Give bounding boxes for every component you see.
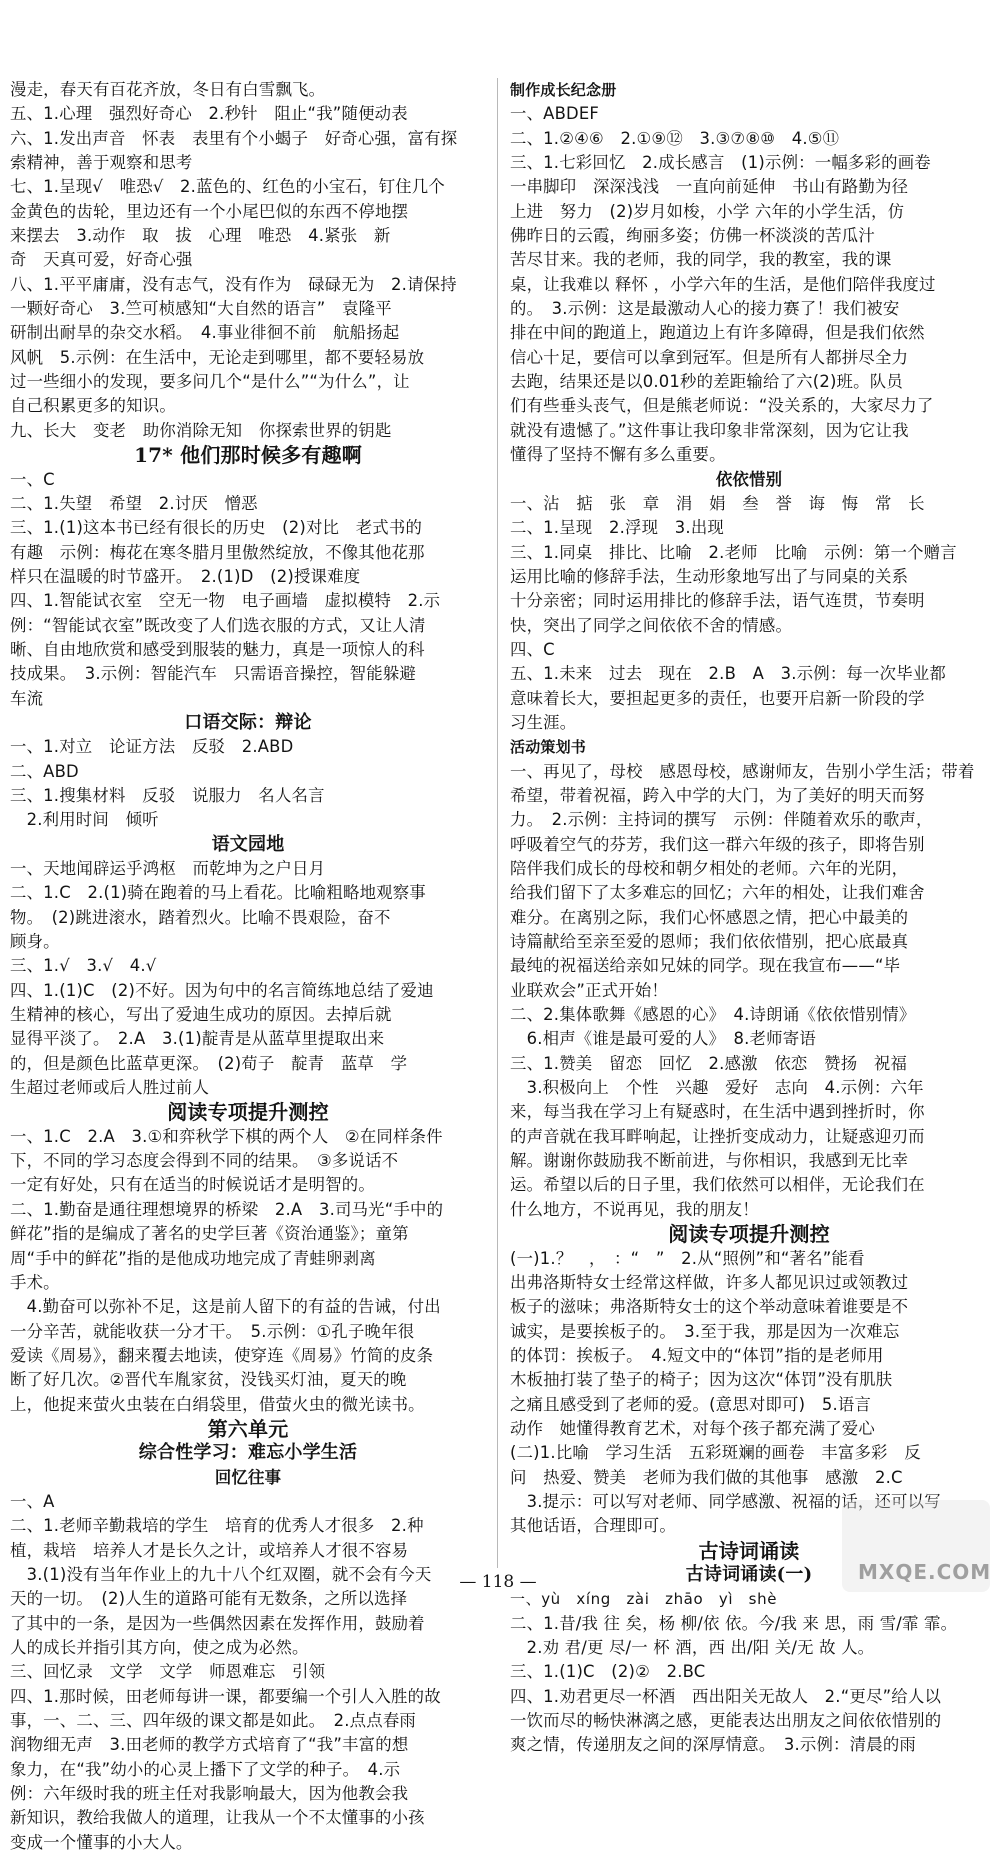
- answer-line: 一、A: [10, 1491, 55, 1511]
- answer-line: 过一些细小的发现，要多问几个“是什么”“为什么”，让: [10, 372, 410, 392]
- answer-line: 顾身。: [10, 932, 60, 952]
- answer-line: 给我们留下了太多难忘的回忆；六年的相处，让我们难舍: [510, 883, 925, 903]
- section-heading: 第六单元: [207, 1416, 289, 1441]
- answer-line: 上进 努力 (2)岁月如梭，小学 六年的小学生活，仿: [510, 201, 905, 221]
- section-heading: 古诗词诵读: [698, 1538, 800, 1563]
- answer-line: 排在中间的跑道上，跑道边上有许多障碍，但是我们依然: [510, 323, 925, 343]
- answer-line: 的。 3.示例：这是最激动人心的接力赛了！我们被安: [510, 299, 900, 319]
- answer-line: 力。 2.示例：主持词的撰写 示例：伴随着欢乐的歌声，: [510, 810, 933, 830]
- answer-line: 三、1.赞美 留恋 回忆 2.感激 依恋 赞扬 祝福: [510, 1053, 908, 1073]
- answer-line: 物。 (2)跳进滚水，踏着烈火。比喻不畏艰险，奋不: [10, 907, 391, 927]
- answer-line: 意味着长大，要担起更多的责任，也要开启新一阶段的学: [510, 688, 925, 708]
- answer-line: 二、1.呈现 2.浮现 3.出现: [510, 518, 725, 538]
- answer-line: 爽之情，传递朋友之间的深厚情意。 3.示例：清晨的雨: [510, 1735, 917, 1755]
- answer-line: 漫走，春天有百花齐放，冬日有白雪飘飞。: [10, 80, 326, 99]
- answer-line: 三、1.同桌 排比、比喻 2.老师 比喻 示例：第一个赠言: [510, 542, 957, 562]
- answer-line: 一、1.C 2.A 3.①和弈秋学下棋的两个人 ②在同样条件: [10, 1126, 443, 1146]
- answer-line: 四、1.智能试衣室 空无一物 电子画墙 虚拟模特 2.示: [10, 591, 441, 611]
- answer-line: 3.(1)没有当年作业上的九十八个红双圈，就不会有今天: [10, 1564, 432, 1584]
- section-heading: 综合性学习：难忘小学生活: [138, 1442, 358, 1464]
- answer-line: (一)1.？ ， ：“ ” 2.从“照例”和“著名”能看: [510, 1248, 865, 1268]
- section-heading: 阅读专项提升测控: [167, 1100, 329, 1125]
- answer-line: 一、C: [10, 469, 55, 489]
- answer-line: 板子的滋味；弗洛斯特女士的这个举动意味着谁要是不: [510, 1297, 909, 1317]
- answer-line: 三、1.(1)C (2)② 2.BC: [510, 1662, 706, 1682]
- answer-line: 一、沾 掂 张 章 涓 娟 叁 誉 诲 悔 常 长: [510, 493, 925, 513]
- answer-line: 一饮而尽的畅快淋漓之感，更能表达出朋友之间依依惜别的: [510, 1711, 942, 1731]
- answer-line: 三、1.搜集材料 反驳 说服力 名人名言: [10, 785, 325, 805]
- section-heading: 依依惜别: [715, 469, 783, 489]
- answer-line: 晰、自由地欣赏和感受到服装的魅力，真是一项惊人的科: [10, 639, 425, 659]
- answer-line: 二、1.C 2.(1)骑在跑着的马上看花。比喻粗略地观察事: [10, 883, 426, 903]
- answer-line: 6.相声《谁是最可爱的人》 8.老师寄语: [510, 1029, 816, 1049]
- answer-line: 例：六年级时我的班主任对我影响最大，因为他教会我: [10, 1784, 409, 1804]
- answer-line: 陪伴我们成长的母校和朝夕相处的老师。六年的光阴，: [510, 859, 909, 878]
- answer-line: 业联欢会”正式开始！: [510, 980, 669, 1000]
- answer-line: 鲜花”指的是编成了著名的史学巨著《资治通鉴》；童第: [10, 1224, 409, 1244]
- page-number: — 118 —: [459, 1572, 537, 1592]
- section-heading: 阅读专项提升测控: [668, 1222, 830, 1247]
- answer-line: 解。谢谢你鼓励我不断前进，与你相识，我感到无比幸: [510, 1151, 909, 1171]
- answer-line: 一、天地闻辟运乎鸿枢 而乾坤为之户日月: [10, 859, 326, 878]
- answer-line: 问 热爱、赞美 老师为我们做的其他事 感激 2.C: [510, 1467, 903, 1487]
- answer-line: 一分辛苦，就能收获一分才干。 5.示例：①孔子晚年很: [10, 1321, 415, 1341]
- answer-line: 信心十足，要信可以拿到冠军。但是所有人都拼尽全力: [510, 347, 909, 367]
- answer-line: 周“手中的鲜花”指的是他成功地完成了青蛙卵剥离: [10, 1248, 376, 1268]
- answer-line: 二、1.老师辛勤栽培的学生 培育的优秀人才很多 2.种: [10, 1516, 424, 1536]
- answer-line: (二)1.比喻 学习生活 五彩斑斓的画卷 丰富多彩 反: [510, 1443, 921, 1463]
- answer-line: 懂得了坚持不懈有多么重要。: [510, 445, 726, 465]
- answer-line: 们有些垂头丧气，但是熊老师说：“没关系的，大家尽力了: [510, 396, 934, 416]
- answer-line: 十分亲密；同时运用排比的修辞手法，语气连贯，节奏明: [510, 591, 925, 611]
- answer-line: 研制出耐旱的杂交水稻。 4.事业徘徊不前 航船扬起: [10, 323, 400, 343]
- answer-line: 自己积累更多的知识。: [10, 396, 176, 416]
- answer-line: 四、1.那时候，田老师每讲一课，都要编一个引人入胜的故: [10, 1686, 441, 1706]
- answer-line: 三、1.(1)这本书已经有很长的历史 (2)对比 老式书的: [10, 518, 423, 538]
- answer-line: 事，一、二、三、四年级的课文都是如此。 2.点点春雨: [10, 1711, 417, 1731]
- answer-line: 一颗好奇心 3.竺可桢感知“大自然的语言” 袁隆平: [10, 299, 392, 319]
- answer-line: 七、1.呈现√ 唯恐√ 2.蓝色的、红色的小宝石，钉住几个: [10, 177, 445, 197]
- column-divider: [497, 78, 498, 1568]
- answer-line: 生精神的核心，写出了爱迪生成功的原因。去掉后就: [10, 1005, 392, 1025]
- answer-line: 润物细无声 3.田老师的教学方式培育了“我”丰富的想: [10, 1735, 409, 1755]
- section-heading: 古诗词诵读(一): [685, 1563, 813, 1585]
- answer-line: 运用比喻的修辞手法，生动形象地写出了与同桌的关系: [510, 566, 909, 586]
- answer-line: 什么地方，不说再见，我的朋友！: [510, 1199, 759, 1219]
- answer-line: 动作 她懂得教育艺术，对每个孩子都充满了爱心: [510, 1418, 875, 1438]
- answer-line: 最纯的祝福送给亲如兄妹的同学。现在我宣布——“毕: [510, 956, 901, 976]
- answer-line: 新知识，教给我做人的道理，让我从一个不太懂事的小孩: [10, 1808, 425, 1828]
- answer-line: 的声音就在我耳畔响起，让挫折变成动力，让疑惑迎刃而: [510, 1126, 925, 1146]
- answer-line: 苦尽甘来。我的老师，我的同学，我的教室，我的课: [510, 250, 892, 270]
- answer-line: 2.劝 君/更 尽/一 杯 酒，西 出/阳 关/无 故 人。: [510, 1638, 875, 1657]
- answer-line: 三、1.七彩回忆 2.成长感言 (1)示例：一幅多彩的画卷: [510, 153, 931, 173]
- answer-line: 四、C: [510, 639, 555, 659]
- section-heading: 回忆往事: [214, 1467, 282, 1487]
- answer-line: 车流: [10, 688, 44, 708]
- answer-line: 手术。: [10, 1272, 60, 1292]
- answer-line: 二、1.勤奋是通往理想境界的桥梁 2.A 3.司马光“手中的: [10, 1199, 444, 1219]
- section-heading: 活动策划书: [510, 738, 587, 757]
- answer-line: 诚实，是要挨板子的。 3.至于我，那是因为一次难忘: [510, 1321, 900, 1341]
- answer-line: 的，但是颜色比蓝草更深。 (2)荀子 靛青 蓝草 学: [10, 1053, 408, 1073]
- answer-line: 植，栽培 培养人才是长久之计，或培养人才很不容易: [10, 1540, 409, 1560]
- section-heading: 制作成长纪念册: [510, 81, 617, 99]
- answer-line: 五、1.心理 强烈好奇心 2.秒针 阻止“我”随便动表: [10, 104, 408, 124]
- answer-line: 三、回忆录 文学 文学 师恩难忘 引领: [10, 1662, 326, 1682]
- answer-line: 来摆去 3.动作 取 拔 心理 唯恐 4.紧张 新: [10, 226, 391, 246]
- answer-line: 二、2.集体歌舞《感恩的心》 4.诗朗诵《依依惜别情》: [510, 1005, 916, 1025]
- answer-line: 风帆 5.示例：在生活中，无论走到哪里，都不要轻易放: [10, 347, 425, 367]
- answer-line: 八、1.平平庸庸，没有志气，没有作为 碌碌无为 2.请保持: [10, 274, 457, 294]
- answer-line: 三、1.√ 3.√ 4.√: [10, 956, 157, 976]
- answer-line: 习生涯。: [510, 712, 577, 732]
- answer-line: 一、1.对立 论证方法 反驳 2.ABD: [10, 737, 294, 757]
- answer-line: 一、ABDEF: [510, 104, 600, 124]
- answer-line: 上，他捉来萤火虫装在白绢袋里，借萤火虫的微光读书。: [10, 1394, 425, 1414]
- answer-line: 佛昨日的云霞，绚丽多姿；仿佛一杯淡淡的苦瓜汁: [510, 226, 875, 246]
- answer-line: 运。希望以后的日子里，我们依然可以相伴，无论我们在: [510, 1175, 925, 1195]
- answer-line: 下，不同的学习态度会得到不同的结果。 ③多说话不: [10, 1151, 399, 1171]
- answer-line: 呼吸着空气的芬芳，我们这一群六年级的孩子，即将告别: [510, 834, 925, 854]
- answer-line: 技成果。 3.示例：智能汽车 只需语音操控，智能躲避: [10, 664, 417, 684]
- answer-line: 四、1.(1)C (2)不好。因为句中的名言简练地总结了爱迪: [10, 980, 434, 1000]
- answer-line: 样只在温暖的时节盛开。 2.(1)D (2)授课难度: [10, 566, 361, 586]
- answer-line: 象力，在“我”幼小的心灵上播下了文学的种子。 4.示: [10, 1759, 401, 1779]
- answer-line: 四、1.劝君更尽一杯酒 西出阳关无故人 2.“更尽”给人以: [510, 1686, 942, 1706]
- answer-line: 就没有遗憾了。”这件事让我印象非常深刻，因为它让我: [510, 420, 909, 440]
- answer-line: 的体罚：挨板子。 4.短文中的“体罚”指的是老师用: [510, 1345, 884, 1365]
- answer-line: 来，每当我在学习上有疑惑时，在生活中遇到挫折时，你: [510, 1102, 925, 1122]
- answer-line: 诗篇献给至亲至爱的恩师；我们依依惜别，把心底最真: [510, 932, 909, 952]
- answer-line: 二、1.②④⑥ 2.①⑨⑫ 3.③⑦⑧⑩ 4.⑤⑪: [510, 128, 840, 148]
- answer-line: 木板抽打装了垫子的椅子；因为这次“体罚”没有肌肤: [510, 1370, 893, 1390]
- answer-line: 变成一个懂事的小大人。: [10, 1832, 193, 1852]
- watermark-text: MXQE.COM: [858, 1560, 992, 1584]
- section-heading: 17* 他们那时候多有趣啊: [134, 443, 362, 468]
- answer-line: 一定有好处，只有在适当的时候说话才是明智的。: [10, 1175, 375, 1195]
- answer-line: 出弗洛斯特女士经常这样做，许多人都见识过或领教过: [510, 1272, 909, 1292]
- answer-line: 之痛且感受到了老师的爱。(意思对即可) 5.语言: [510, 1394, 872, 1414]
- answer-line: 生超过老师或后人胜过前人: [10, 1078, 210, 1098]
- answer-line: 断了好几次。②晋代车胤家贫，没钱买灯油，夏天的晚: [10, 1370, 407, 1390]
- answer-line: 九、长大 变老 助你消除无知 你探索世界的钥匙: [10, 420, 392, 440]
- answer-line: 快，突出了同学之间依依不舍的情感。: [510, 615, 793, 635]
- answer-line: 4.勤奋可以弥补不足，这是前人留下的有益的告诫，付出: [10, 1297, 441, 1317]
- answer-line: 桌，让我难以 释怀 ，小学六年的生活，是他们陪伴我度过: [510, 274, 936, 294]
- answer-line: 3.提示：可以写对老师、同学感激、祝福的话，还可以写: [510, 1491, 941, 1511]
- answer-line: 二、1.失望 希望 2.讨厌 憎恶: [10, 493, 258, 513]
- answer-line: 五、1.未来 过去 现在 2.B A 3.示例：每一次毕业都: [510, 664, 946, 684]
- answer-line: 爱读《周易》，翻来覆去地读，使穿连《周易》竹简的皮条: [10, 1345, 434, 1365]
- answer-line: 人的成长并指引其方向，使之成为必然。: [10, 1638, 309, 1657]
- answer-line: 一、再见了，母校 感恩母校，感谢师友，告别小学生活；带着: [510, 761, 975, 781]
- answer-line: 金黄色的齿轮，里边还有一个小尾巴似的东西不停地摆: [10, 201, 409, 221]
- answer-line: 了其中的一条，是因为一些偶然因素在发挥作用，鼓励着: [10, 1613, 425, 1633]
- answer-line: 希望，带着祝福，跨入中学的大门，为了美好的明天而努: [510, 785, 925, 805]
- answer-line: 显得平淡了。 2.A 3.(1)靛青是从蓝草里提取出来: [10, 1029, 385, 1049]
- answer-line: 二、1.昔/我 往 矣，杨 柳/依 依。今/我 来 思，雨 雪/霏 霏。: [510, 1613, 958, 1633]
- answer-line: 索精神，善于观察和思考: [10, 153, 193, 173]
- answer-line: 六、1.发出声音 怀表 表里有个小蝎子 好奇心强，富有探: [10, 128, 458, 148]
- answer-line: 2.利用时间 倾听: [10, 810, 159, 830]
- section-heading: 一、yù xíng zài zhāo yì shè: [510, 1590, 778, 1609]
- answer-line: 例：“智能试衣室”既改变了人们选衣服的方式，又让人清: [10, 615, 426, 635]
- answer-line: 一串脚印 深深浅浅 一直向前延伸 书山有路勤为径: [510, 177, 909, 197]
- answer-line: 其他话语，合理即可。: [510, 1516, 676, 1536]
- answer-line: 去跑，结果还是以0.01秒的差距输给了六(2)班。队员: [510, 372, 903, 392]
- answer-line: 天的一切。 (2)人生的道路可能有无数条，之所以选择: [10, 1589, 408, 1609]
- answer-line: 奇 天真可爱，好奇心强: [10, 250, 193, 270]
- answer-line: 难分。在离别之际，我们心怀感恩之情，把心中最美的: [510, 907, 909, 927]
- answer-line: 3.积极向上 个性 兴趣 爱好 志向 4.示例：六年: [510, 1078, 924, 1098]
- answer-line: 有趣 示例：梅花在寒冬腊月里傲然绽放，不像其他花那: [10, 542, 425, 562]
- answer-line: 二、ABD: [10, 761, 79, 781]
- section-heading: 口语交际：辩论: [184, 711, 312, 733]
- section-heading: 语文园地: [211, 833, 285, 855]
